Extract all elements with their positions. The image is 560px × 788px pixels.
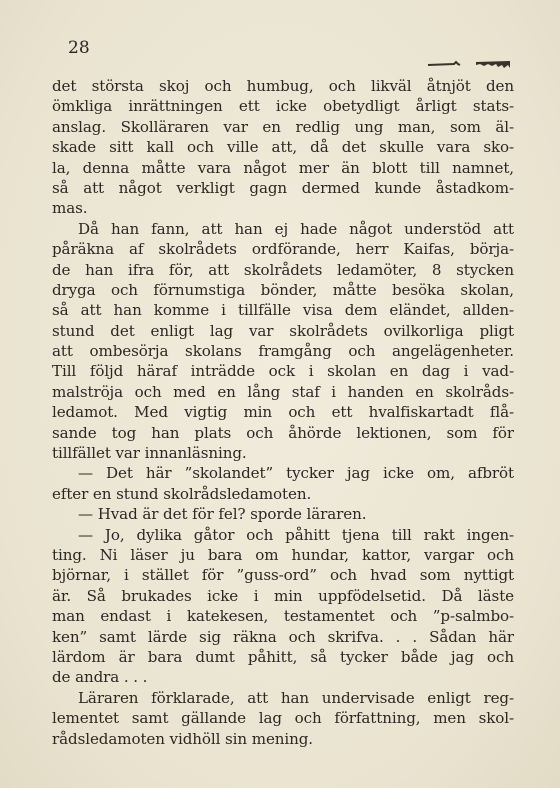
- printer-ornament-icon: [426, 56, 512, 70]
- text-line: lementet samt gällande lag och författning, men skol-: [52, 709, 514, 728]
- text-line: — Hvad är det för fel? sporde läraren.: [78, 505, 367, 524]
- body-text: [52, 76, 514, 749]
- text-line: sande tog han plats och åhörde lektionen, som för: [52, 423, 514, 442]
- text-line: de andra . . .: [52, 668, 148, 687]
- text-line: Läraren förklarade, att han undervisade enligt reg-: [78, 688, 514, 707]
- text-line: stund det enligt lag var skolrådets ovilkorliga pligt: [52, 321, 514, 340]
- text-line: lärdom är bara dumt påhitt, så tycker både jag och: [52, 647, 514, 666]
- text-line: efter en stund skolrådsledamoten.: [52, 484, 312, 503]
- text-line: de han ifra för, att skolrådets ledamöter, 8 stycken: [52, 260, 514, 279]
- text-line: så att något verkligt gagn dermed kunde åstadkom-: [52, 178, 514, 197]
- text-line: mas.: [52, 199, 88, 218]
- text-line: — Det här ”skolandet” tycker jag icke om, afbröt: [78, 464, 514, 483]
- text-line: ledamot. Med vigtig min och ett hvalfiskartadt flå-: [52, 403, 514, 422]
- text-line: så att han komme i tillfälle visa dem eländet, allden-: [52, 301, 514, 320]
- text-line: Till följd häraf inträdde ock i skolan en dag i vad-: [52, 362, 514, 381]
- page-number: 28: [68, 38, 90, 58]
- text-line: tillfället var innanläsning.: [52, 444, 247, 463]
- text-line: anslag. Skolläraren var en redlig ung man, som äl-: [52, 117, 514, 136]
- text-line: Då han fann, att han ej hade något understöd att: [78, 219, 514, 238]
- text-line: björnar, i stället för ”guss-ord” och hvad som nyttigt: [52, 566, 514, 585]
- text-line: ting. Ni läser ju bara om hundar, kattor, vargar och: [52, 545, 514, 564]
- text-line: dryga och förnumstiga bönder, måtte besöka skolan,: [52, 280, 514, 299]
- text-line: malströja och med en lång staf i handen en skolråds-: [52, 382, 514, 401]
- text-line: det största skoj och humbug, och likväl åtnjöt den: [52, 77, 514, 95]
- text-line: — Jo, dylika gåtor och påhitt tjena till rakt ingen-: [78, 525, 514, 544]
- text-line: ömkliga inrättningen ett icke obetydligt årligt stats-: [52, 97, 514, 116]
- text-line: påräkna af skolrådets ordförande, herr Kaifas, börja-: [52, 240, 514, 259]
- text-line: är. Så brukades icke i min uppfödelsetid. Då läste: [52, 586, 514, 605]
- text-line: la, denna måtte vara något mer än blott till namnet,: [52, 158, 514, 177]
- text-line: rådsledamoten vidhöll sin mening.: [52, 729, 314, 748]
- text-line: man endast i katekesen, testamentet och ”p-salmbo-: [52, 607, 514, 626]
- text-line: att ombesörja skolans framgång och angelägenheter.: [52, 342, 514, 361]
- text-line: ken” samt lärde sig räkna och skrifva. . . Sådan här: [52, 627, 514, 646]
- text-line: skade sitt kall och ville att, då det skulle vara sko-: [52, 138, 514, 157]
